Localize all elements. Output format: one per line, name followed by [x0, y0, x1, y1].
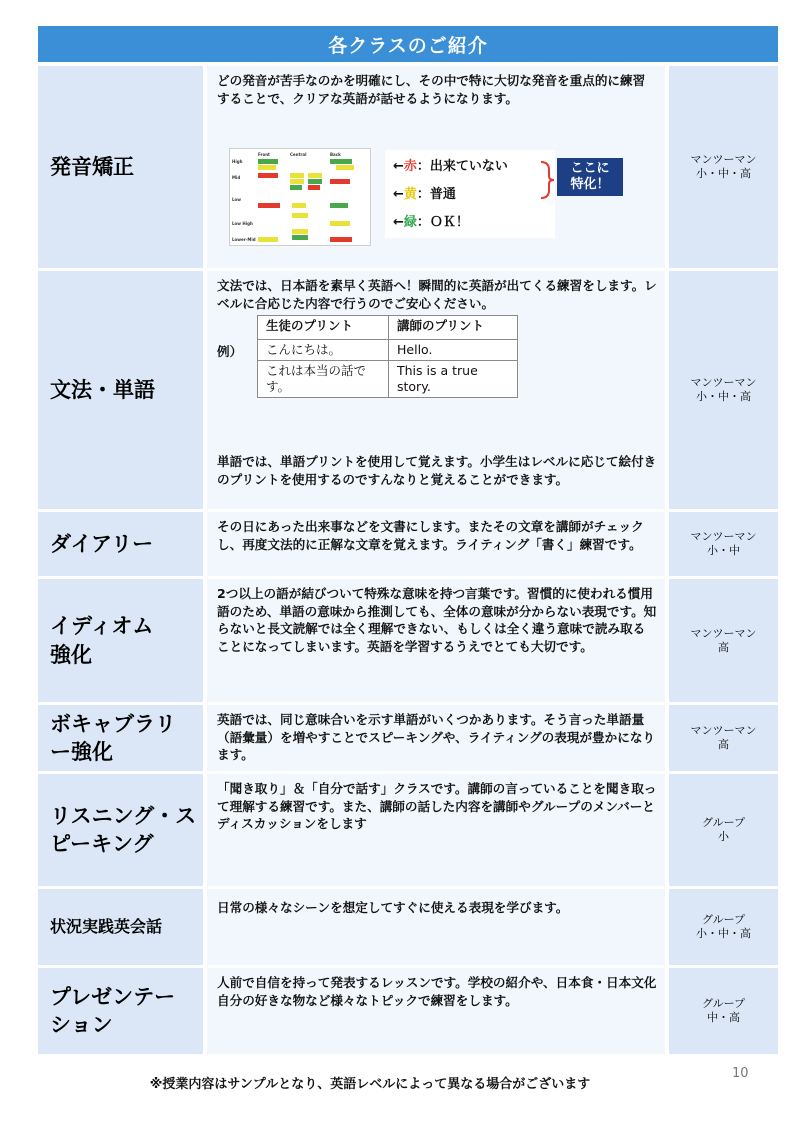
- lesson-type: グループ: [701, 997, 746, 1010]
- page-number: 10: [732, 1066, 749, 1081]
- class-description: その日にあった出来事などを文書にします。またその文章を講師がチェックし、再度文法的に正解な文章を覚えます。ライティング「書く」練習です。: [217, 519, 644, 552]
- class-description-2: 単語では、単語プリントを使用して覚えます。小学生はレベルに応じて絵付きのプリントを使用するのですんなりと覚えることができます。: [217, 454, 657, 487]
- class-content: [207, 889, 665, 965]
- table-header: 講師のプリント: [389, 316, 518, 340]
- class-description: どの発音が苦手なのかを明確にし、その中で特に大切な発音を重点的に練習することで、クリアな英語が話せるようになります。: [217, 73, 646, 106]
- class-name: ボキャブラリー強化: [38, 705, 203, 771]
- class-content: [207, 968, 665, 1054]
- chart-row-label: Low High: [232, 221, 253, 226]
- class-description: 人前で自信を持って発表するレッスンです。学校の紹介や、日本食・日本文化自分の好きな物など様々なトピックで練習をします。: [217, 975, 657, 1008]
- class-description: 文法では、日本語を素早く英語へ！瞬間的に英語が出てくる練習をします。レベルに合応じた内容で行うのでご安心ください。: [217, 278, 657, 311]
- class-description: 「聞き取り」＆「自分で話す」クラスです。講師の言っていることを聞き取って理解する練習です。また、講師の話した内容を講師やグループのメンバーとディスカッションをします: [217, 781, 657, 831]
- class-content: [207, 512, 665, 576]
- example-label: 例）: [217, 344, 243, 359]
- grade-levels: 小: [718, 830, 729, 843]
- footnote: ※授業内容はサンプルとなり、英語レベルによって異なる場合がございます: [149, 1077, 591, 1092]
- class-row-diary: [38, 512, 778, 576]
- class-description: 2つ以上の語が結びついて特殊な意味を持つ言葉です。習慣的に使われる慣用語のため、単語の意味から推測しても、全体の意味が分からない表現です。知らないと長文読解では全く理解できない、もしくは全く違う意味で読み取ることになってしまいます。英語を学習するうえでとても大切です。: [217, 586, 657, 654]
- legend-green: ←緑：ＯＫ！: [393, 215, 469, 230]
- class-row-presentation: [38, 968, 778, 1054]
- vowel-chart-drawing: [230, 149, 370, 245]
- class-description: 日常の様々なシーンを想定してすぐに使える表現を学びます。: [217, 900, 569, 915]
- lesson-type: マンツーマン: [690, 626, 757, 640]
- example-table: [257, 315, 518, 398]
- class-row-vocabulary: [38, 705, 778, 771]
- class-description: 英語では、同じ意味合いを示す単語がいくつかあります。そう言った単語量（語彙量）を増やすことでスピーキングや、ライティングの表現が豊かになります。: [217, 712, 656, 762]
- lesson-type: マンツーマン: [690, 376, 757, 389]
- class-name: 文法・単語: [38, 271, 203, 509]
- grade-levels: 中・高: [707, 1011, 740, 1024]
- lesson-type: マンツーマン: [690, 530, 757, 543]
- class-content: [207, 271, 665, 509]
- table-cell: こんにちは。: [258, 340, 389, 361]
- class-row-pronunciation: [38, 66, 778, 268]
- class-name: ダイアリー: [38, 512, 203, 576]
- legend-red: ←赤：出来ていない: [393, 159, 508, 174]
- grade-levels: 高: [718, 738, 729, 751]
- chart-row-label: Mid: [232, 175, 241, 180]
- class-name: 発音矯正: [38, 66, 203, 268]
- class-content: [207, 705, 665, 771]
- chart-row-label: Lower-Mid: [232, 237, 256, 242]
- class-content: [207, 774, 665, 886]
- class-target: [669, 774, 778, 886]
- chart-col-label: Central: [290, 152, 307, 157]
- chart-row-label: High: [232, 159, 243, 164]
- vowel-chart-image: [229, 148, 371, 246]
- table-header: 生徒のプリント: [258, 316, 389, 340]
- class-target: [669, 968, 778, 1054]
- class-row-conversation: [38, 889, 778, 965]
- page-title: 各クラスのご紹介: [38, 26, 778, 62]
- legend-box: [385, 150, 555, 238]
- lesson-type: マンツーマン: [690, 153, 757, 166]
- grade-levels: 小・中・高: [696, 390, 751, 403]
- class-name: イディオム強化: [38, 579, 203, 702]
- grade-levels: 小・中: [707, 544, 740, 557]
- lesson-type: グループ: [701, 816, 746, 829]
- class-target: [669, 271, 778, 509]
- grade-levels: 小・中・高: [696, 927, 751, 940]
- class-target: [669, 66, 778, 268]
- focus-badge: ここに 特化！: [557, 158, 623, 196]
- class-content: [207, 579, 665, 702]
- class-target: [669, 705, 778, 771]
- brace-icon: [539, 160, 555, 200]
- class-name: リスニング・スピーキング: [38, 774, 203, 886]
- class-row-listening: [38, 774, 778, 886]
- class-row-grammar: [38, 271, 778, 509]
- table-cell: これは本当の話です。: [258, 361, 389, 398]
- class-row-idiom: [38, 579, 778, 702]
- class-target: [669, 512, 778, 576]
- chart-col-label: Front: [258, 152, 270, 157]
- grade-levels: 高: [718, 640, 729, 654]
- class-name: プレゼンテーション: [38, 968, 203, 1054]
- class-target: [669, 579, 778, 702]
- chart-col-label: Back: [330, 152, 341, 157]
- table-cell: Hello.: [389, 340, 518, 361]
- lesson-type: グループ: [701, 913, 746, 926]
- table-cell: This is a true story.: [389, 361, 518, 398]
- chart-row-label: Low: [232, 197, 241, 202]
- grade-levels: 小・中・高: [696, 167, 751, 180]
- class-name: 状況実践英会話: [38, 889, 203, 965]
- legend-yellow: ←黄：普通: [393, 187, 456, 202]
- class-target: [669, 889, 778, 965]
- class-content: [207, 66, 665, 268]
- lesson-type: マンツーマン: [690, 724, 757, 737]
